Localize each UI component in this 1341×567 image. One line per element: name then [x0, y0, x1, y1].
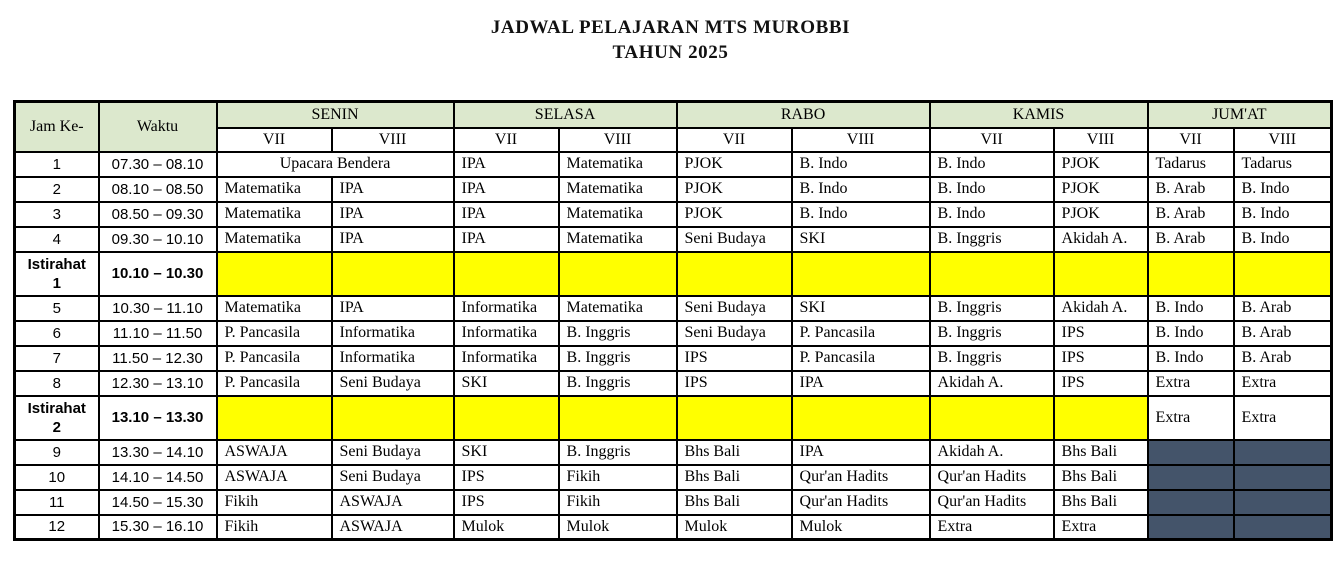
subject-cell: B. Arab — [1148, 177, 1234, 202]
jam-cell: 7 — [15, 346, 99, 371]
waktu-cell: 11.50 – 12.30 — [99, 346, 217, 371]
subject-cell: B. Indo — [1234, 227, 1332, 252]
subject-cell: Matematika — [559, 296, 677, 321]
subject-cell: Akidah A. — [1054, 296, 1148, 321]
jam-cell: 4 — [15, 227, 99, 252]
schedule-header — [15, 102, 1332, 152]
schedule-row — [15, 515, 1332, 540]
subject-cell: Akidah A. — [930, 371, 1054, 396]
subject-cell: P. Pancasila — [217, 346, 332, 371]
subject-cell: Extra — [930, 515, 1054, 540]
subject-cell: IPS — [677, 371, 792, 396]
waktu-cell: 07.30 – 08.10 — [99, 152, 217, 177]
break-cell — [559, 252, 677, 296]
subject-cell: Matematika — [559, 202, 677, 227]
waktu-cell: 14.10 – 14.50 — [99, 465, 217, 490]
break-cell — [1054, 252, 1148, 296]
subject-cell: IPA — [454, 227, 559, 252]
subject-cell: IPA — [332, 202, 454, 227]
subject-cell: Matematika — [559, 152, 677, 177]
subject-cell: B. Inggris — [559, 371, 677, 396]
break-cell — [792, 252, 930, 296]
break-cell — [217, 396, 332, 440]
jam-cell: 8 — [15, 371, 99, 396]
schedule-row — [15, 465, 1332, 490]
blocked-cell — [1234, 515, 1332, 540]
subject-cell: Mulok — [677, 515, 792, 540]
header-class-5-1: VII — [1148, 128, 1234, 152]
subject-cell: B. Arab — [1234, 346, 1332, 371]
subject-cell: B. Indo — [1234, 202, 1332, 227]
schedule-row — [15, 152, 1332, 177]
subject-cell: ASWAJA — [217, 440, 332, 465]
subject-cell: IPS — [1054, 346, 1148, 371]
blocked-cell — [1148, 440, 1234, 465]
header-day-5: JUM'AT — [1148, 102, 1332, 128]
subject-cell: IPA — [332, 227, 454, 252]
blocked-cell — [1148, 465, 1234, 490]
title-line-1: JADWAL PELAJARAN MTS MUROBBI — [490, 17, 851, 38]
subject-cell: Bhs Bali — [677, 490, 792, 515]
subject-cell: B. Indo — [1148, 321, 1234, 346]
subject-cell: Seni Budaya — [332, 465, 454, 490]
subject-cell: B. Indo — [792, 177, 930, 202]
header-class-1-2: VIII — [332, 128, 454, 152]
subject-cell: IPS — [454, 490, 559, 515]
subject-cell: Informatika — [332, 321, 454, 346]
subject-cell: IPA — [454, 152, 559, 177]
subject-cell: Seni Budaya — [677, 227, 792, 252]
subject-cell: Akidah A. — [1054, 227, 1148, 252]
break-row — [15, 252, 1332, 296]
break-cell — [1148, 252, 1234, 296]
subject-cell: IPA — [332, 296, 454, 321]
subject-cell: ASWAJA — [217, 465, 332, 490]
jam-cell: 10 — [15, 465, 99, 490]
subject-cell: PJOK — [1054, 202, 1148, 227]
blocked-cell — [1234, 465, 1332, 490]
subject-cell: Matematika — [559, 177, 677, 202]
subject-cell: Seni Budaya — [677, 296, 792, 321]
break-cell — [677, 252, 792, 296]
subject-cell: IPA — [454, 177, 559, 202]
subject-cell: Matematika — [217, 177, 332, 202]
header-jam-ke: Jam Ke- — [15, 102, 99, 152]
subject-cell: B. Indo — [1234, 177, 1332, 202]
subject-cell: IPS — [454, 465, 559, 490]
subject-cell: SKI — [792, 227, 930, 252]
header-day-4: KAMIS — [930, 102, 1148, 128]
subject-cell: Extra — [1234, 371, 1332, 396]
subject-cell: Seni Budaya — [332, 440, 454, 465]
subject-cell: Informatika — [332, 346, 454, 371]
subject-cell: Matematika — [217, 227, 332, 252]
break-cell — [1054, 396, 1148, 440]
subject-cell: Fikih — [559, 465, 677, 490]
subject-cell: Bhs Bali — [1054, 490, 1148, 515]
break-cell — [1234, 252, 1332, 296]
subject-cell: B. Inggris — [930, 346, 1054, 371]
break-cell — [930, 396, 1054, 440]
subject-cell: IPS — [677, 346, 792, 371]
header-day-2: SELASA — [454, 102, 677, 128]
waktu-cell: 08.10 – 08.50 — [99, 177, 217, 202]
subject-cell: Qur'an Hadits — [930, 490, 1054, 515]
blocked-cell — [1148, 490, 1234, 515]
subject-cell: Matematika — [217, 202, 332, 227]
schedule-row — [15, 177, 1332, 202]
break-cell — [332, 252, 454, 296]
header-class-4-2: VIII — [1054, 128, 1148, 152]
subject-cell: Qur'an Hadits — [792, 490, 930, 515]
subject-cell: B. Indo — [930, 177, 1054, 202]
subject-cell: Mulok — [559, 515, 677, 540]
schedule-row — [15, 346, 1332, 371]
header-class-2-2: VIII — [559, 128, 677, 152]
jam-cell: 3 — [15, 202, 99, 227]
subject-cell: B. Arab — [1148, 227, 1234, 252]
subject-cell: ASWAJA — [332, 515, 454, 540]
subject-cell: ASWAJA — [332, 490, 454, 515]
subject-cell: Matematika — [559, 227, 677, 252]
break-cell — [792, 396, 930, 440]
break-cell — [454, 252, 559, 296]
subject-cell: Qur'an Hadits — [930, 465, 1054, 490]
schedule-row — [15, 296, 1332, 321]
subject-cell: P. Pancasila — [217, 321, 332, 346]
subject-cell: Informatika — [454, 296, 559, 321]
subject-cell: B. Indo — [792, 202, 930, 227]
header-class-4-1: VII — [930, 128, 1054, 152]
subject-cell: Akidah A. — [930, 440, 1054, 465]
jam-cell: 2 — [15, 177, 99, 202]
schedule-row — [15, 371, 1332, 396]
waktu-cell: 10.30 – 11.10 — [99, 296, 217, 321]
header-day-row — [15, 102, 1332, 128]
subject-cell: B. Arab — [1234, 321, 1332, 346]
waktu-cell: 14.50 – 15.30 — [99, 490, 217, 515]
break-cell — [559, 396, 677, 440]
blocked-cell — [1148, 515, 1234, 540]
subject-cell: PJOK — [1054, 152, 1148, 177]
subject-cell: Bhs Bali — [1054, 465, 1148, 490]
subject-cell: PJOK — [677, 177, 792, 202]
blocked-cell — [1234, 440, 1332, 465]
schedule-row — [15, 321, 1332, 346]
subject-cell: P. Pancasila — [217, 371, 332, 396]
subject-cell: P. Pancasila — [792, 321, 930, 346]
subject-cell: Bhs Bali — [1054, 440, 1148, 465]
waktu-cell: 09.30 – 10.10 — [99, 227, 217, 252]
header-day-3: RABO — [677, 102, 930, 128]
jam-cell: 1 — [15, 152, 99, 177]
break-cell — [217, 252, 332, 296]
header-class-5-2: VIII — [1234, 128, 1332, 152]
subject-cell: SKI — [454, 440, 559, 465]
subject-cell: SKI — [792, 296, 930, 321]
waktu-cell: 08.50 – 09.30 — [99, 202, 217, 227]
header-class-2-1: VII — [454, 128, 559, 152]
jam-cell: Istirahat 2 — [15, 396, 99, 440]
subject-cell: SKI — [454, 371, 559, 396]
subject-cell: Mulok — [792, 515, 930, 540]
subject-cell: Informatika — [454, 346, 559, 371]
waktu-cell: 13.30 – 14.10 — [99, 440, 217, 465]
subject-cell: PJOK — [1054, 177, 1148, 202]
subject-cell: Upacara Bendera — [217, 152, 454, 177]
jam-cell: Istirahat 1 — [15, 252, 99, 296]
subject-cell: B. Inggris — [930, 296, 1054, 321]
schedule-table — [13, 100, 1333, 541]
subject-cell: Qur'an Hadits — [792, 465, 930, 490]
subject-cell: Tadarus — [1148, 152, 1234, 177]
subject-cell: B. Indo — [1148, 296, 1234, 321]
jam-cell: 6 — [15, 321, 99, 346]
jam-cell: 12 — [15, 515, 99, 540]
subject-cell: PJOK — [677, 152, 792, 177]
subject-cell: IPA — [454, 202, 559, 227]
subject-cell: B. Inggris — [930, 227, 1054, 252]
break-row — [15, 396, 1332, 440]
subject-cell: B. Inggris — [559, 346, 677, 371]
waktu-cell: 10.10 – 10.30 — [99, 252, 217, 296]
header-class-3-2: VIII — [792, 128, 930, 152]
title-line-2: TAHUN 2025 — [612, 42, 729, 63]
subject-cell: B. Indo — [930, 202, 1054, 227]
header-class-1-1: VII — [217, 128, 332, 152]
subject-cell: Fikih — [217, 515, 332, 540]
subject-cell: B. Indo — [1148, 346, 1234, 371]
waktu-cell: 12.30 – 13.10 — [99, 371, 217, 396]
subject-cell: Fikih — [559, 490, 677, 515]
subject-cell: B. Indo — [930, 152, 1054, 177]
header-day-1: SENIN — [217, 102, 454, 128]
schedule-row — [15, 440, 1332, 465]
schedule-body — [15, 152, 1332, 540]
subject-cell: Extra — [1234, 396, 1332, 440]
subject-cell: Extra — [1148, 396, 1234, 440]
subject-cell: Bhs Bali — [677, 440, 792, 465]
subject-cell: PJOK — [677, 202, 792, 227]
subject-cell: IPA — [332, 177, 454, 202]
subject-cell: B. Arab — [1234, 296, 1332, 321]
subject-cell: P. Pancasila — [792, 346, 930, 371]
subject-cell: IPA — [792, 371, 930, 396]
subject-cell: Bhs Bali — [677, 465, 792, 490]
header-class-3-1: VII — [677, 128, 792, 152]
subject-cell: IPS — [1054, 371, 1148, 396]
waktu-cell: 15.30 – 16.10 — [99, 515, 217, 540]
jam-cell: 11 — [15, 490, 99, 515]
break-cell — [332, 396, 454, 440]
subject-cell: Tadarus — [1234, 152, 1332, 177]
blocked-cell — [1234, 490, 1332, 515]
subject-cell: Matematika — [217, 296, 332, 321]
jam-cell: 9 — [15, 440, 99, 465]
subject-cell: Informatika — [454, 321, 559, 346]
subject-cell: Fikih — [217, 490, 332, 515]
header-waktu: Waktu — [99, 102, 217, 152]
page-title — [0, 0, 1341, 65]
subject-cell: B. Arab — [1148, 202, 1234, 227]
jam-cell: 5 — [15, 296, 99, 321]
subject-cell: IPA — [792, 440, 930, 465]
break-cell — [677, 396, 792, 440]
subject-cell: B. Inggris — [930, 321, 1054, 346]
waktu-cell: 13.10 – 13.30 — [99, 396, 217, 440]
subject-cell: B. Indo — [792, 152, 930, 177]
subject-cell: B. Inggris — [559, 440, 677, 465]
subject-cell: Seni Budaya — [332, 371, 454, 396]
schedule-row — [15, 490, 1332, 515]
subject-cell: Seni Budaya — [677, 321, 792, 346]
schedule-row — [15, 202, 1332, 227]
schedule-row — [15, 227, 1332, 252]
break-cell — [930, 252, 1054, 296]
subject-cell: B. Inggris — [559, 321, 677, 346]
subject-cell: Extra — [1148, 371, 1234, 396]
waktu-cell: 11.10 – 11.50 — [99, 321, 217, 346]
subject-cell: Mulok — [454, 515, 559, 540]
subject-cell: Extra — [1054, 515, 1148, 540]
subject-cell: IPS — [1054, 321, 1148, 346]
break-cell — [454, 396, 559, 440]
